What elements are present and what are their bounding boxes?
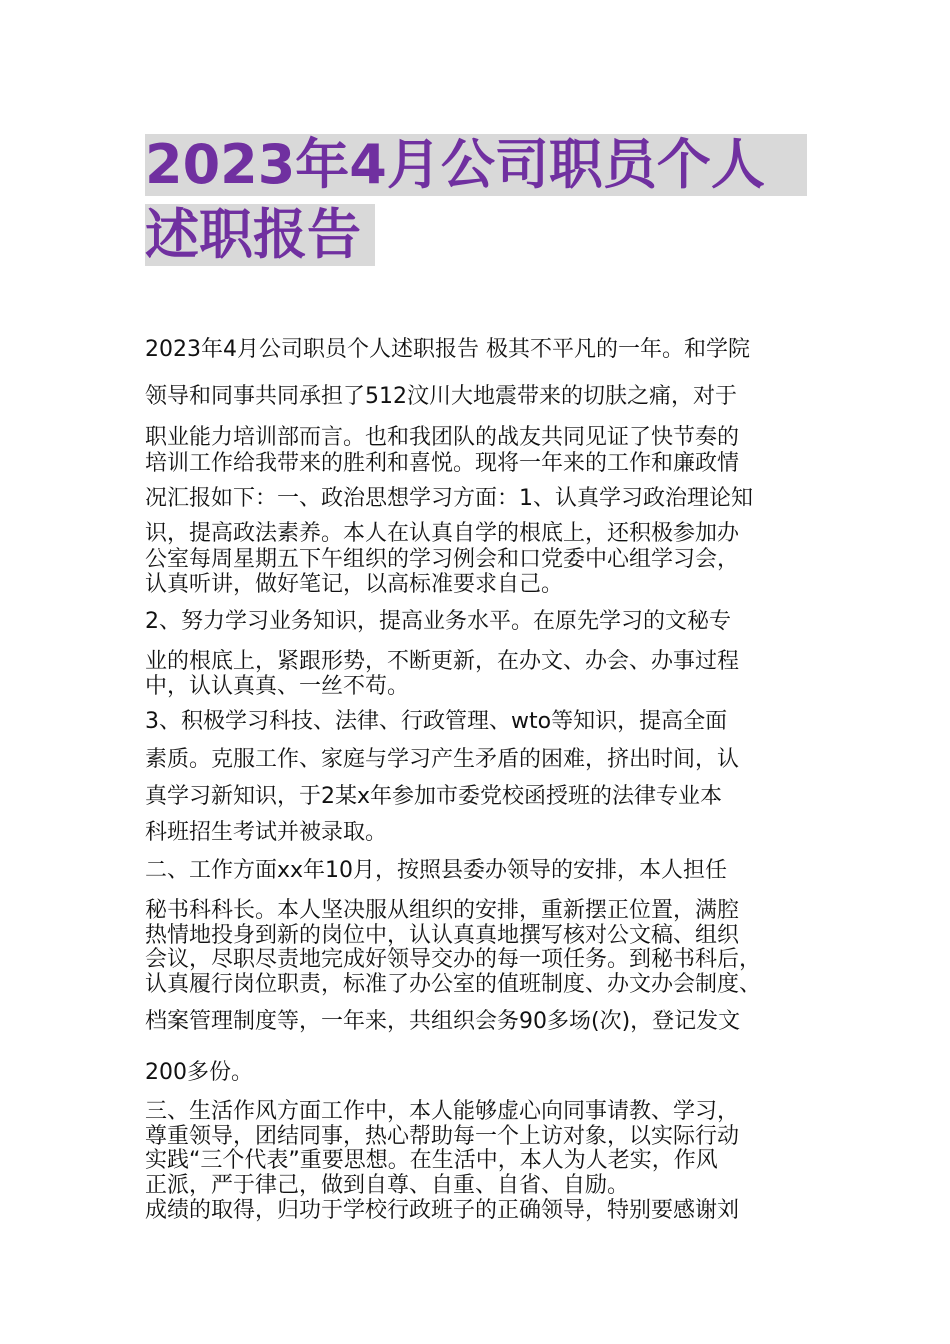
body-line: 2、努力学习业务知识，提高业务水平。在原先学习的文秘专 xyxy=(145,609,731,634)
body-line: 公室每周星期五下午组织的学习例会和口党委中心组学习会， xyxy=(145,547,740,572)
document-title-line-2: 述职报告 xyxy=(145,204,375,266)
body-line: 培训工作给我带来的胜利和喜悦。现将一年来的工作和廉政情 xyxy=(145,451,740,476)
body-line: 3、积极学习科技、法律、行政管理、wto等知识，提高全面 xyxy=(145,709,728,734)
body-line: 职业能力培训部而言。也和我团队的战友共同见证了快节奏的 xyxy=(145,425,740,450)
body-line: 领导和同事共同承担了512汶川大地震带来的切肤之痛，对于 xyxy=(145,384,737,409)
body-line: 认真履行岗位职责，标准了办公室的值班制度、办文办会制度、 xyxy=(145,972,762,997)
body-line: 真学习新知识，于2某x年参加市委党校函授班的法律专业本 xyxy=(145,784,723,809)
body-line: 识，提高政法素养。本人在认真自学的根底上，还积极参加办 xyxy=(145,521,740,546)
body-line: 热情地投身到新的岗位中，认认真真地撰写核对公文稿、组织 xyxy=(145,923,740,948)
body-line: 档案管理制度等，一年来，共组织会务90多场(次)，登记发文 xyxy=(145,1009,741,1034)
body-line: 成绩的取得，归功于学校行政班子的正确领导，特别要感谢刘 xyxy=(145,1198,740,1223)
body-line: 中，认认真真、一丝不苟。 xyxy=(145,674,410,699)
body-line: 秘书科科长。本人坚决服从组织的安排，重新摆正位置，满腔 xyxy=(145,898,740,923)
body-line: 素质。克服工作、家庭与学习产生矛盾的困难，挤出时间，认 xyxy=(145,747,740,772)
body-line: 尊重领导，团结同事，热心帮助每一个上访对象，以实际行动 xyxy=(145,1124,740,1149)
body-line: 业的根底上，紧跟形势，不断更新，在办文、办会、办事过程 xyxy=(145,649,740,674)
body-line: 况汇报如下：一、政治思想学习方面：1、认真学习政治理论知 xyxy=(145,486,753,511)
body-line: 科班招生考试并被录取。 xyxy=(145,820,388,845)
body-line: 认真听讲，做好笔记，以高标准要求自己。 xyxy=(145,572,564,597)
body-line: 会议，尽职尽责地完成好领导交办的每一项任务。到秘书科后， xyxy=(145,947,762,972)
document-title-line-1: 2023年4月公司职员个人 xyxy=(145,134,807,196)
body-line: 实践“三个代表”重要思想。在生活中，本人为人老实，作风 xyxy=(145,1148,718,1173)
body-line: 正派，严于律己，做到自尊、自重、自省、自励。 xyxy=(145,1173,630,1198)
body-line: 2023年4月公司职员个人述职报告 极其不平凡的一年。和学院 xyxy=(145,337,750,362)
body-line: 二、工作方面xx年10月，按照县委办领导的安排，本人担任 xyxy=(145,858,728,883)
body-line: 三、生活作风方面工作中，本人能够虚心向同事请教、学习， xyxy=(145,1099,740,1124)
body-line: 200多份。 xyxy=(145,1060,253,1085)
